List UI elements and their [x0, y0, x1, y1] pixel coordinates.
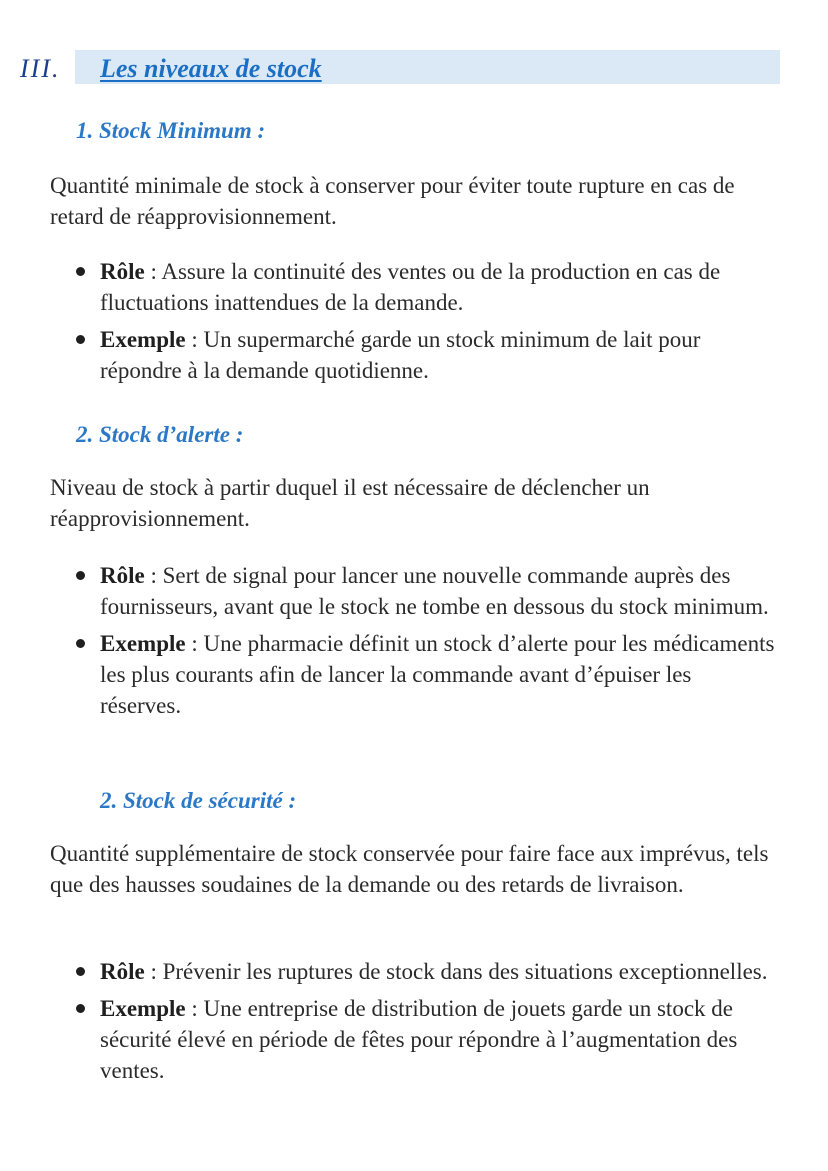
list-item	[76, 628, 776, 721]
bullet-text: Sert de signal pour lancer une nouvelle commande auprès des fournisseurs, avant que le stock ne tombe en dessous du stock minimum.	[100, 563, 769, 619]
bullet-text: Assure la continuité des ventes ou de la production en cas de fluctuations inattendues de la demande.	[100, 259, 721, 315]
bullet-label: Rôle	[100, 959, 145, 984]
bullet-text: Un supermarché garde un stock minimum de lait pour répondre à la demande quotidienne.	[100, 327, 701, 383]
bullet-separator: :	[185, 996, 204, 1021]
section-header	[20, 50, 780, 84]
bullet-label: Rôle	[100, 259, 145, 284]
bullet-text: Prévenir les ruptures de stock dans des situations exceptionnelles.	[162, 959, 768, 984]
bullet-label: Exemple	[100, 996, 186, 1021]
definition-stock-securite: Quantité supplémentaire de stock conservée pour faire face aux imprévus, tels que des hausses soudaines de la demande ou des retards de livraison.	[50, 841, 769, 897]
list-item	[76, 324, 776, 386]
bullet-separator: :	[185, 327, 204, 352]
list-item	[76, 956, 776, 987]
section-title: Les niveaux de stock	[100, 54, 322, 83]
list-item	[76, 560, 776, 622]
subsection-heading-stock-securite: 2. Stock de sécurité :	[100, 788, 297, 813]
bullet-text: Une pharmacie définit un stock d’alerte pour les médicaments les plus courants afin de lancer la commande avant d’épuiser les réserves.	[100, 631, 775, 718]
bullet-list-stock-alerte	[76, 560, 776, 727]
definition-stock-alerte: Niveau de stock à partir duquel il est nécessaire de déclencher un réapprovisionnement.	[50, 475, 650, 531]
bullet-label: Rôle	[100, 563, 145, 588]
bullet-label: Exemple	[100, 327, 186, 352]
subsection-heading-stock-minimum: 1. Stock Minimum :	[76, 118, 266, 143]
list-item	[76, 256, 776, 318]
definition-stock-minimum: Quantité minimale de stock à conserver pour éviter toute rupture en cas de retard de réapprovisionnement.	[50, 173, 735, 229]
bullet-list-stock-securite	[76, 956, 776, 1092]
bullet-separator: :	[185, 631, 204, 656]
bullet-separator: :	[144, 259, 162, 284]
bullet-label: Exemple	[100, 631, 186, 656]
bullet-list-stock-minimum	[76, 256, 776, 392]
bullet-separator: :	[144, 959, 163, 984]
list-item	[76, 993, 776, 1086]
section-numeral: III.	[20, 54, 61, 83]
subsection-heading-stock-alerte: 2. Stock d’alerte :	[76, 422, 244, 447]
bullet-text: Une entreprise de distribution de jouets garde un stock de sécurité élevé en période de fêtes pour répondre à l’augmentation des ventes.	[100, 996, 738, 1083]
bullet-separator: :	[144, 563, 163, 588]
